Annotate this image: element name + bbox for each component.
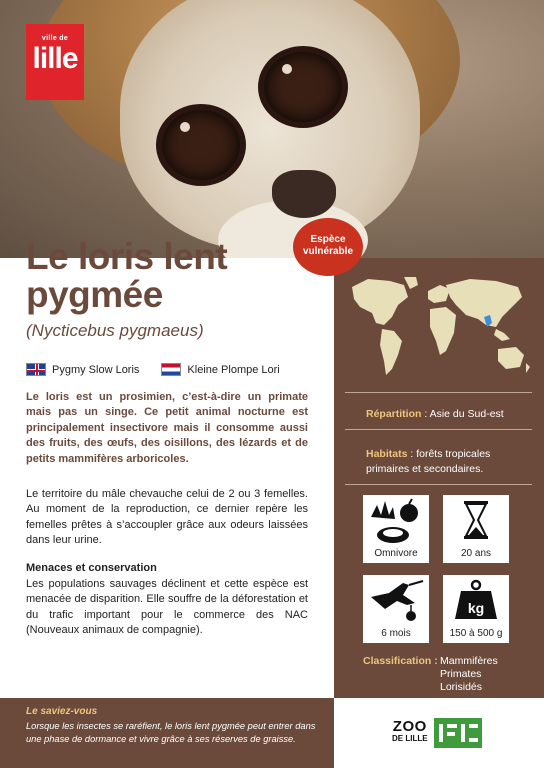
intro-paragraph: Le loris est un prosimien, c’est-à-dire un primate mais pas un singe. Ce petit animal nocturne est principalement insectivore mais il consomme aussi des fruits, des œufs, des oisillons, des lézards et de petits mammifères arboricoles. (26, 391, 308, 465)
page-title (26, 238, 316, 314)
did-you-know-box (0, 698, 334, 768)
diet-icon (363, 495, 429, 545)
weight-caption: 150 à 500 g (449, 628, 503, 639)
vulnerable-badge (293, 218, 363, 276)
territory-paragraph: Le territoire du mâle chevauche celui de 2 ou 3 femelles. Au moment de la reproduction, ce dernier repère les femelles prêtes à s’accoupler grâce aux odeurs laissées dans leur urine. (26, 488, 308, 547)
zoo-logo-line1: ZOO (392, 718, 427, 735)
habitats-value: : forêts tropicales primaires et secondaires. (366, 448, 491, 475)
hourglass-icon (443, 495, 509, 545)
latin-name: (Nycticebus pygmaeus) (26, 321, 204, 340)
badge-line1: Espèce (310, 234, 346, 245)
weight-icon-text: kg (467, 600, 485, 616)
habitats-label: Habitats (366, 448, 408, 460)
logo-line1: ville de (41, 35, 69, 42)
classification-class: Mammifères (440, 655, 498, 667)
zoo-de-lille-logo (392, 718, 482, 748)
language-names (26, 363, 280, 376)
ville-de-lille-logo (26, 24, 84, 100)
lifespan-card (443, 495, 509, 563)
did-you-know-heading: Le saviez-vous (26, 706, 98, 717)
zoo-logo-line2: DE LILLE (392, 734, 428, 743)
gestation-card (363, 575, 429, 643)
world-map-icon (346, 275, 532, 385)
loris-nose (272, 170, 336, 218)
logo-line2: lille (32, 42, 78, 75)
weight-icon (443, 575, 509, 625)
divider (345, 484, 532, 485)
diet-caption: Omnivore (374, 548, 418, 559)
did-you-know-text: Lorsque les insectes se raréfient, le loris lent pygmée peut entrer dans une phase de dormance et vivre grâce à ses réserves de graisse. (26, 721, 316, 744)
classification (363, 655, 538, 694)
uk-flag-icon (26, 363, 46, 376)
menaces-paragraph: Les populations sauvages déclinent et cette espèce est menacée de disparition. Elle souffre de la déforestation et du trafic important pour le commerce des NAC (Nouveaux animaux de compagnie). (26, 578, 308, 637)
nl-flag-icon (161, 363, 181, 376)
zoo-mark-icon (434, 718, 482, 748)
habitats-info (366, 446, 536, 476)
repartition-info (366, 406, 536, 421)
loris-left-eye (162, 110, 240, 180)
loris-right-eye (264, 52, 342, 122)
title-line2: pygmée (26, 274, 163, 315)
menaces-heading: Menaces et conservation (26, 562, 157, 574)
dutch-name: Kleine Plompe Lori (187, 363, 280, 376)
badge-line2: vulnérable (302, 246, 354, 257)
weight-card (443, 575, 509, 643)
classification-label: Classification : (363, 655, 438, 667)
english-name: Pygmy Slow Loris (52, 363, 140, 376)
title-line1: Le loris lent (26, 236, 228, 277)
divider (345, 392, 532, 393)
repartition-value: : Asie du Sud-est (421, 408, 504, 420)
stork-icon (363, 575, 429, 625)
lifespan-caption: 20 ans (460, 548, 492, 559)
classification-family: Lorisidés (440, 681, 483, 693)
gestation-caption: 6 mois (381, 628, 411, 639)
diet-card (363, 495, 429, 563)
footer (0, 698, 544, 768)
divider (345, 429, 532, 430)
repartition-label: Répartition (366, 408, 422, 420)
classification-order: Primates (440, 668, 482, 680)
